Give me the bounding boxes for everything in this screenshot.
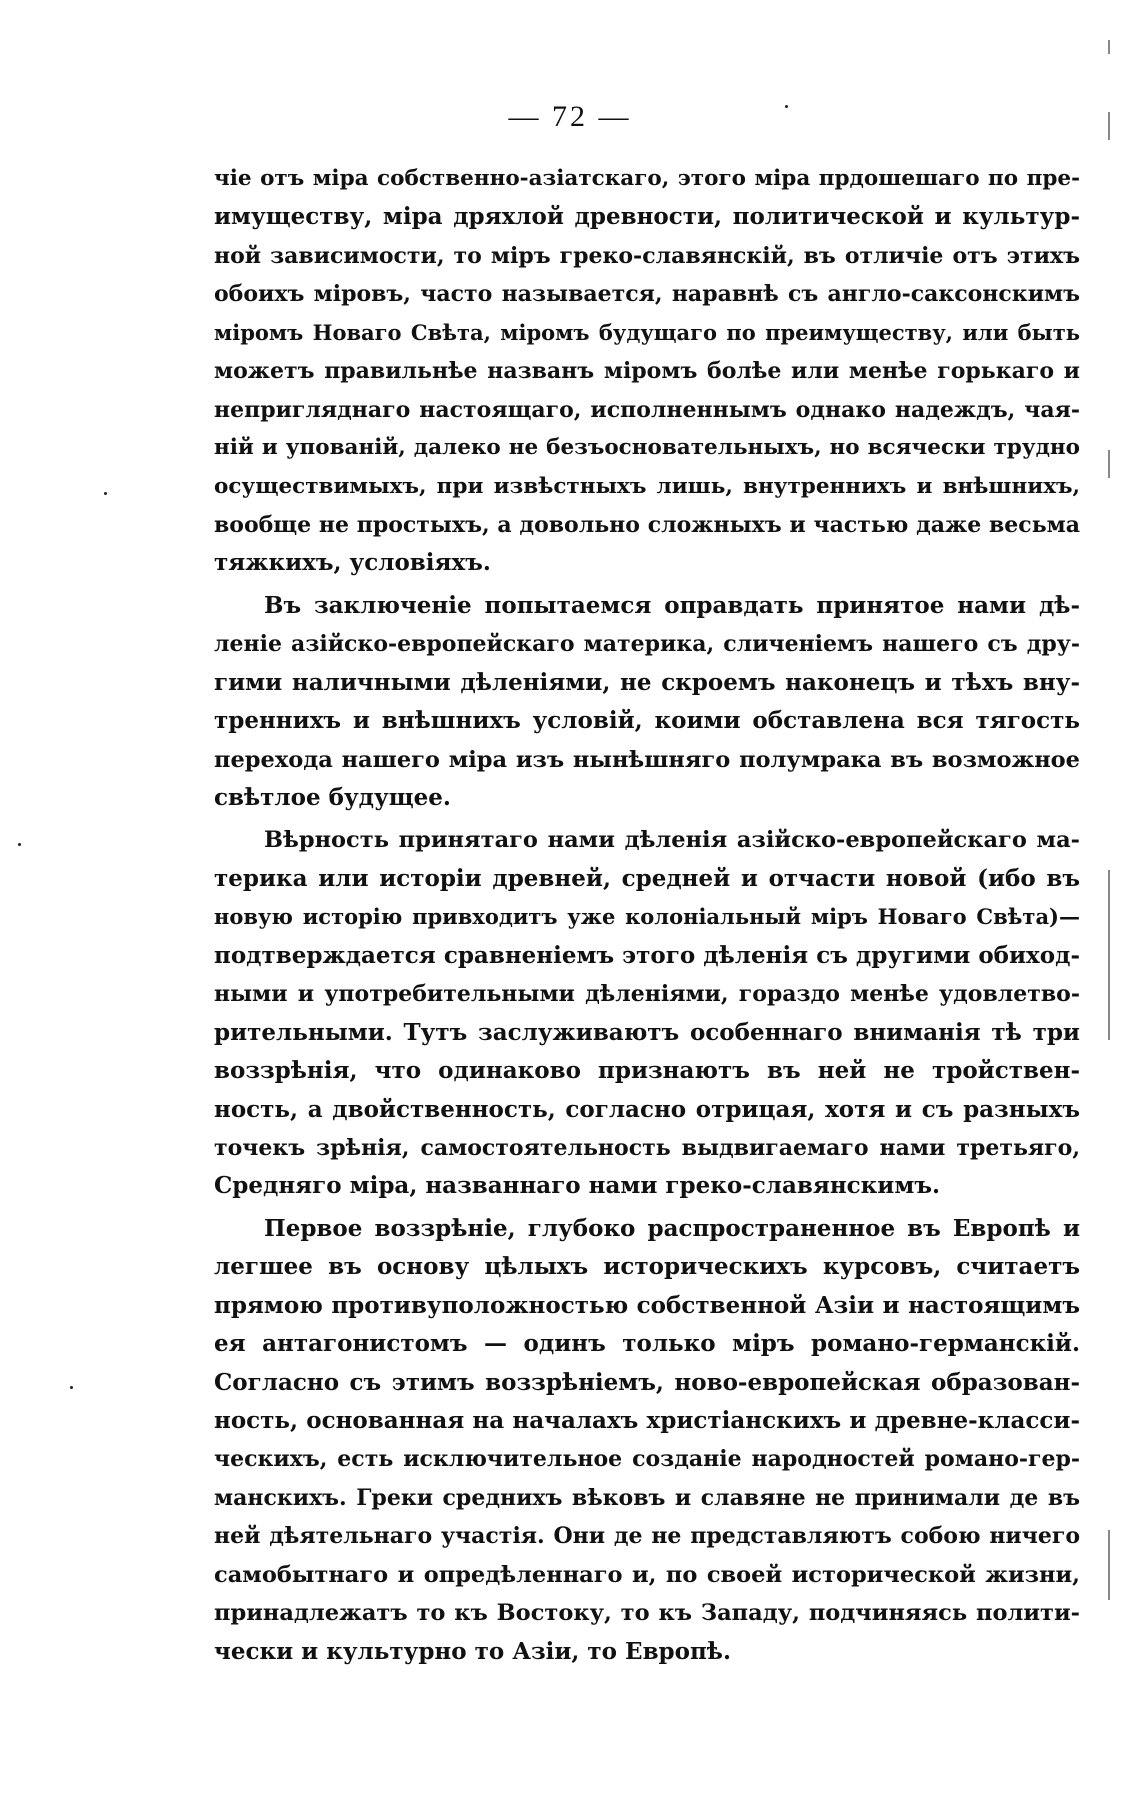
paragraph-4: [214, 1210, 1080, 1671]
text-line: рительными. Тутъ заслуживаютъ особеннаго вниманія тѣ три: [214, 1018, 1080, 1046]
scan-speck: [70, 1386, 73, 1389]
body-text: [214, 160, 1080, 1675]
text-line: манскихъ. Греки среднихъ вѣковъ и славяне не принимали де въ: [214, 1484, 1080, 1511]
page-number: — 72 —: [508, 100, 632, 133]
text-line: подтверждается сравненіемъ этого дѣленія съ другими обиход-: [214, 941, 1080, 969]
text-line: міромъ Новаго Свѣта, міромъ будущаго по преимуществу, или быть: [214, 319, 1080, 345]
text-line: Средняго міра, названнаго нами греко-славянскимъ.: [214, 1172, 940, 1200]
text-line: самобытнаго и опредѣленнаго и, по своей исторической жизни,: [214, 1561, 1080, 1588]
scan-edge-line: [1108, 450, 1110, 478]
text-line: непригляднаго настоящаго, исполненнымъ однако надеждъ, чая-: [214, 396, 1080, 423]
paragraph-1: [214, 160, 1080, 583]
text-line: терика или исторіи древней, средней и отчасти новой (ибо въ: [214, 864, 1080, 892]
text-line: обоихъ міровъ, часто называется, наравнѣ съ англо-саксонскимъ: [214, 281, 1080, 308]
text-line: Вѣрность принятаго нами дѣленія азійско-европейскаго ма-: [264, 827, 1080, 854]
text-line: Въ заключеніе попытаемся оправдать принятое нами дѣ-: [264, 591, 1080, 619]
text-line: новую исторію привходитъ уже колоніальный міръ Новаго Свѣта)—: [214, 904, 1080, 930]
text-line: можетъ правильнѣе названъ міромъ болѣе или менѣе горькаго и: [214, 358, 1080, 385]
text-line: ній и упованій, далеко не безъосновательныхъ, но всячески трудно: [214, 435, 1080, 461]
text-line: тяжкихъ, условіяхъ.: [214, 549, 491, 577]
scan-speck: [18, 843, 21, 846]
text-line: чіе отъ міра собственно-азіатскаго, этого міра прдошешаго по пре-: [214, 166, 1080, 191]
text-line: Первое воззрѣніе, глубоко распространенное въ Европѣ и: [264, 1214, 1080, 1242]
scan-edge-line: [1108, 40, 1110, 54]
text-line: ческихъ, есть исключительное созданіе народностей романо-гер-: [214, 1446, 1080, 1473]
paragraph-2: [214, 587, 1080, 818]
text-line: ными и употребительными дѣленіями, гораздо менѣе удовлетво-: [214, 981, 1080, 1008]
scan-edge-line: [1108, 1530, 1110, 1600]
scan-speck: [785, 105, 788, 108]
paragraph-3: [214, 821, 1080, 1205]
text-line: воззрѣнія, что одинаково признаютъ въ ней не тройствен-: [214, 1057, 1080, 1085]
text-line: точекъ зрѣнія, самостоятельность выдвигаемаго нами третьяго,: [214, 1134, 1080, 1161]
text-line: треннихъ и внѣшнихъ условій, коими обставлена вся тягость: [214, 707, 1080, 735]
text-line: имуществу, міра дряхлой древности, политической и культур-: [214, 203, 1080, 231]
text-line: Согласно съ этимъ воззрѣніемъ, ново-европейская образован-: [214, 1368, 1080, 1396]
scan-edge-line: [1108, 112, 1110, 140]
text-line: легшее въ основу цѣлыхъ историческихъ курсовъ, считаетъ: [214, 1253, 1080, 1281]
text-line: ность, основанная на началахъ христіанскихъ и древне-класси-: [214, 1407, 1080, 1434]
text-line: леніе азійско-европейскаго материка, сличеніемъ нашего съ дру-: [214, 631, 1080, 658]
text-line: гими наличными дѣленіями, не скроемъ наконецъ и тѣхъ вну-: [214, 668, 1080, 696]
text-line: ность, а двойственность, согласно отрицая, хотя и съ разныхъ: [214, 1095, 1080, 1123]
text-line: ной зависимости, то міръ греко-славянскій, въ отличіе отъ этихъ: [214, 242, 1080, 269]
text-line: прямою противуположностью собственной Азіи и настоящимъ: [214, 1291, 1080, 1319]
text-line: ея антагонистомъ — одинъ только міръ романо-германскій.: [214, 1330, 1080, 1358]
text-line: перехода нашего міра изъ нынѣшняго полумрака въ возможное: [214, 746, 1080, 773]
text-line: ней дѣятельнаго участія. Они де не представляютъ собою ничего: [214, 1523, 1080, 1550]
text-line: принадлежатъ то къ Востоку, то къ Западу, подчиняясь полити-: [214, 1600, 1080, 1627]
text-line: осуществимыхъ, при извѣстныхъ лишь, внутреннихъ и внѣшнихъ,: [214, 473, 1080, 499]
text-line: вообще не простыхъ, а довольно сложныхъ и частью даже весьма: [214, 511, 1080, 538]
text-line: чески и культурно то Азіи, то Европѣ.: [214, 1637, 731, 1665]
scan-speck: [104, 492, 107, 495]
scan-edge-line: [1108, 870, 1110, 1040]
text-line: свѣтлое будущее.: [214, 784, 451, 811]
